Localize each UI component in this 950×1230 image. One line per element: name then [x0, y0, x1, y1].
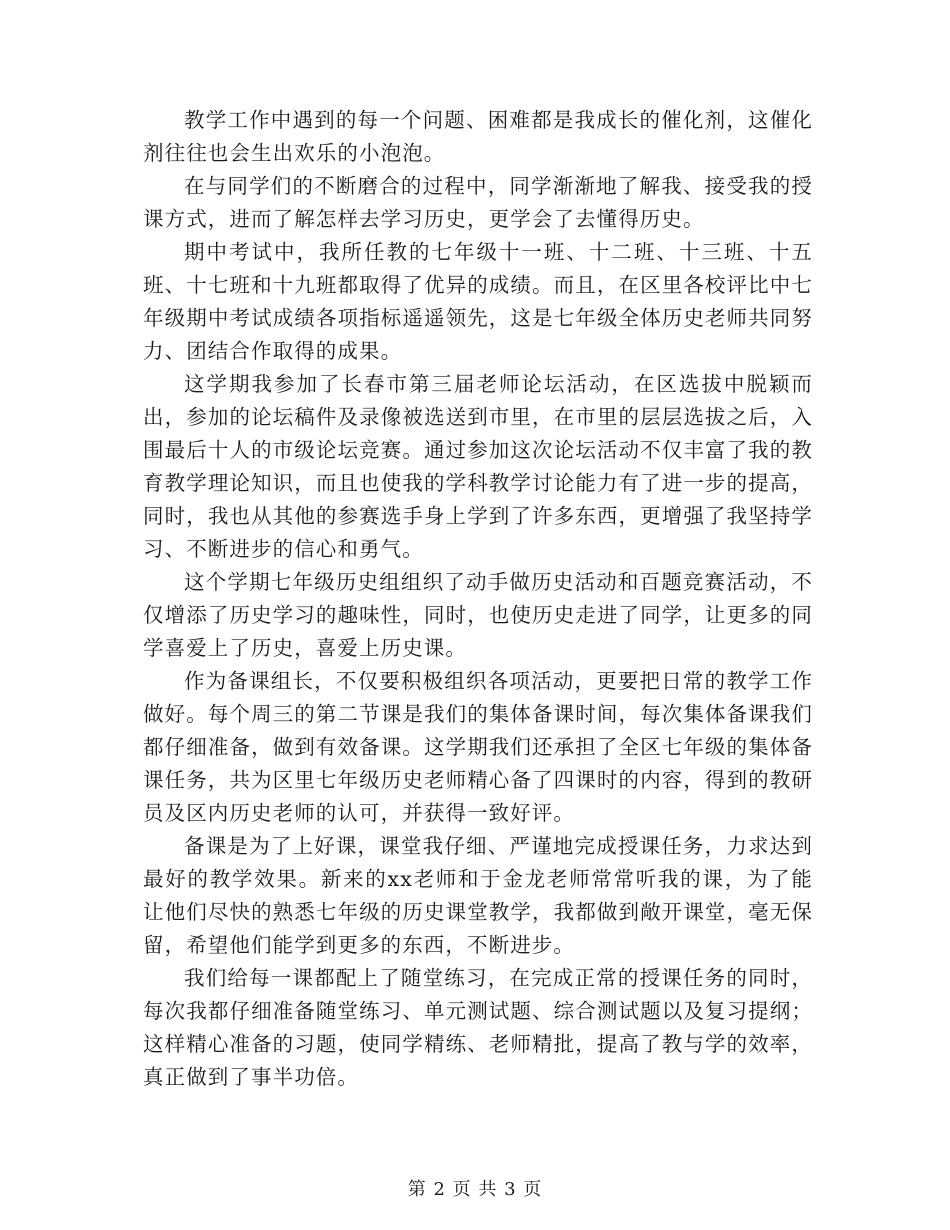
- paragraph-4: 这学期我参加了长春市第三届老师论坛活动，在区选拔中脱颖而出，参加的论坛稿件及录像被选送到市里，在市里的层层选拔之后，入围最后十人的市级论坛竞赛。通过参加这次论坛活动不仅丰富了我的教育教学理论知识，而且也使我的学科教学讨论能力有了进一步的提高，同时，我也从其他的参赛选手身上学到了许多东西，更增强了我坚持学习、不断进步的信心和勇气。: [143, 372, 813, 561]
- paragraph-1: 教学工作中遇到的每一个问题、困难都是我成长的催化剂，这催化剂往往也会生出欢乐的小泡泡。: [143, 108, 813, 165]
- paragraph-5: 这个学期七年级历史组组织了动手做历史活动和百题竞赛活动，不仅增添了历史学习的趣味性，同时，也使历史走进了同学，让更多的同学喜爱上了历史，喜爱上历史课。: [143, 570, 813, 660]
- paragraph-2: 在与同学们的不断磨合的过程中，同学渐渐地了解我、接受我的授课方式，进而了解怎样去学习历史，更学会了去懂得历史。: [143, 174, 813, 231]
- page-number-footer: 第 2 页 共 3 页: [407, 1179, 543, 1200]
- paragraph-3: 期中考试中，我所任教的七年级十一班、十二班、十三班、十五班、十七班和十九班都取得了优异的成绩。而且，在区里各校评比中七年级期中考试成绩各项指标遥遥领先，这是七年级全体历史老师共同努力、团结合作取得的成果。: [143, 240, 813, 363]
- paragraph-6: 作为备课组长，不仅要积极组织各项活动，更要把日常的教学工作做好。每个周三的第二节课是我们的集体备课时间，每次集体备课我们都仔细准备，做到有效备课。这学期我们还承担了全区七年级的集体备课任务，共为区里七年级历史老师精心备了四课时的内容，得到的教研员及区内历史老师的认可，并获得一致好评。: [143, 669, 813, 825]
- paragraph-7: 备课是为了上好课，课堂我仔细、严谨地完成授课任务，力求达到最好的教学效果。新来的xx老师和于金龙老师常常听我的课，为了能让他们尽快的熟悉七年级的历史课堂教学，我都做到敞开课堂，毫无保留，希望他们能学到更多的东西，不断进步。: [143, 834, 813, 957]
- paragraph-8: 我们给每一课都配上了随堂练习，在完成正常的授课任务的同时，每次我都仔细准备随堂练习、单元测试题、综合测试题以及复习提纲；这样精心准备的习题，使同学精练、老师精批，提高了教与学的效率，真正做到了事半功倍。: [143, 966, 813, 1089]
- document-body: [143, 104, 813, 1094]
